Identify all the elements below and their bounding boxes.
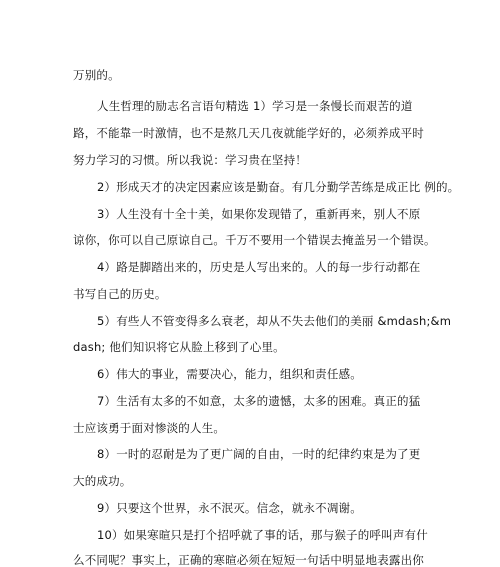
text-line: 人生哲理的励志名言语句精选 1）学习是一条慢长而艰苦的道 [97,99,413,113]
text-line: 2）形成天才的决定因素应该是勤奋。有几分勤学苦练是成正比 例的。 [97,180,460,194]
text-line: 8）一时的忍耐是为了更广阔的自由，一时的纪律约束是为了更 [97,447,421,461]
text-line: 3）人生没有十全十美，如果你发现错了，重新再来，别人不原 [97,207,421,221]
text-line: 5）有些人不管变得多么衰老，却从不失去他们的美丽 &mdash;&m [97,314,452,328]
text-line: 么不同呢？事实上，正确的寒暄必须在短短一句话中明显地表露出你 [73,553,424,567]
text-line: 万别的。 [73,68,120,82]
text-line: 谅你，你可以自己原谅自己。千万不要用一个错误去掩盖另一个错误。 [73,233,436,247]
text-line: dash; 他们知识将它从脸上移到了心里。 [73,340,285,354]
text-line: 4）路是脚踏出来的，历史是人写出来的。人的每一步行动都在 [97,260,421,274]
text-line: 大的成功。 [73,474,132,488]
text-line: 10）如果寒暄只是打个招呼就了事的话，那与猴子的呼叫声有什 [97,528,428,542]
text-line: 路，不能靠一时激情，也不是熬几天几夜就能学好的，必须养成平时 [73,126,424,140]
text-line: 努力学习的习惯。所以我说：学习贵在坚持！ [73,153,307,167]
text-line: 7）生活有太多的不如意，太多的遗憾，太多的困难。真正的猛 [97,394,421,408]
text-line: 6）伟大的事业，需要决心，能力，组织和责任感。 [97,367,362,381]
text-line: 9）只要这个世界，永不泯灭。信念，就永不凋谢。 [97,501,362,515]
text-line: 书写自己的历史。 [73,287,167,301]
text-line: 士应该勇于面对惨淡的人生。 [73,421,226,435]
